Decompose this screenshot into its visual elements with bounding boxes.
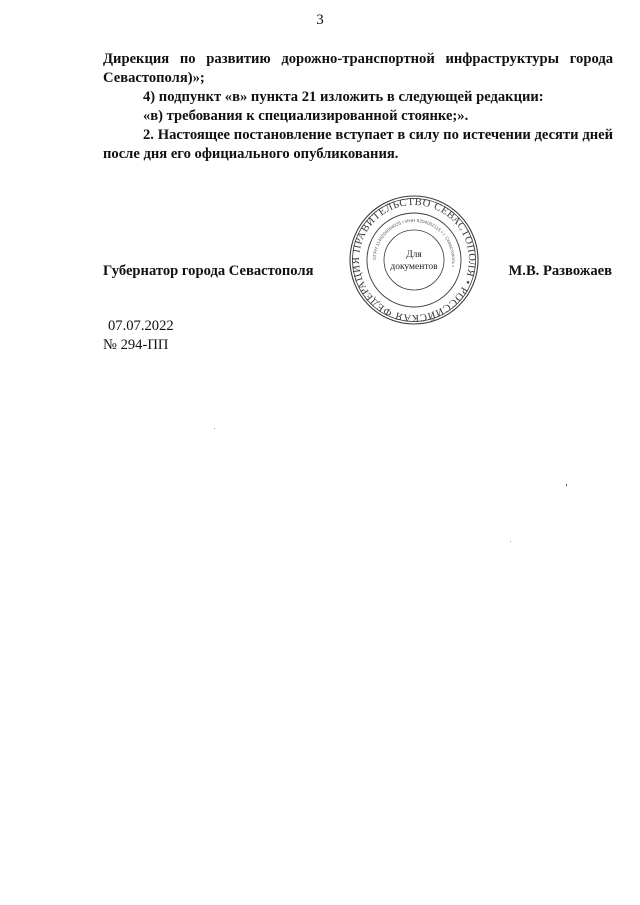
paragraph-line: Севастополя)»; [103, 70, 205, 86]
paragraph: «в) требования к специализированной стоянке;». [143, 108, 469, 124]
document-number: № 294-ПП [103, 337, 169, 353]
official-seal [345, 195, 483, 325]
paragraph: 2. Настоящее постановление вступает в силу по истечении десяти дней после дня его официального опубликования. [103, 127, 613, 162]
paragraph-line: Дирекция по развитию дорожно-транспортной инфраструктуры города [103, 51, 613, 67]
signatory-title: Губернатор города Севастополя [103, 263, 314, 279]
document-body [103, 50, 613, 164]
svg-text:Для: Для [406, 250, 422, 260]
svg-text:ПРАВИТЕЛЬСТВО СЕВАСТОПОЛЯ • РО: ПРАВИТЕЛЬСТВО СЕВАСТОПОЛЯ • РОССИЙСКАЯ ФЕДЕРАЦИЯ [350, 196, 478, 324]
paragraph: 4) подпункт «в» пункта 21 изложить в следующей редакции: [143, 89, 544, 105]
signatory-name: М.В. Развожаев [508, 263, 612, 279]
document-date: 07.07.2022 [108, 318, 174, 334]
svg-text:ОГРН 1149204004025 • ИНН 92040: ОГРН 1149204004025 • ИНН 9204002115 • г. Севастополь • [371, 217, 457, 268]
scan-speck [510, 541, 511, 542]
svg-text:документов: документов [390, 262, 438, 272]
scan-speck [566, 484, 567, 486]
scan-speck [214, 428, 215, 429]
seal-stamp-icon [345, 195, 483, 325]
page-number: 3 [316, 12, 324, 28]
